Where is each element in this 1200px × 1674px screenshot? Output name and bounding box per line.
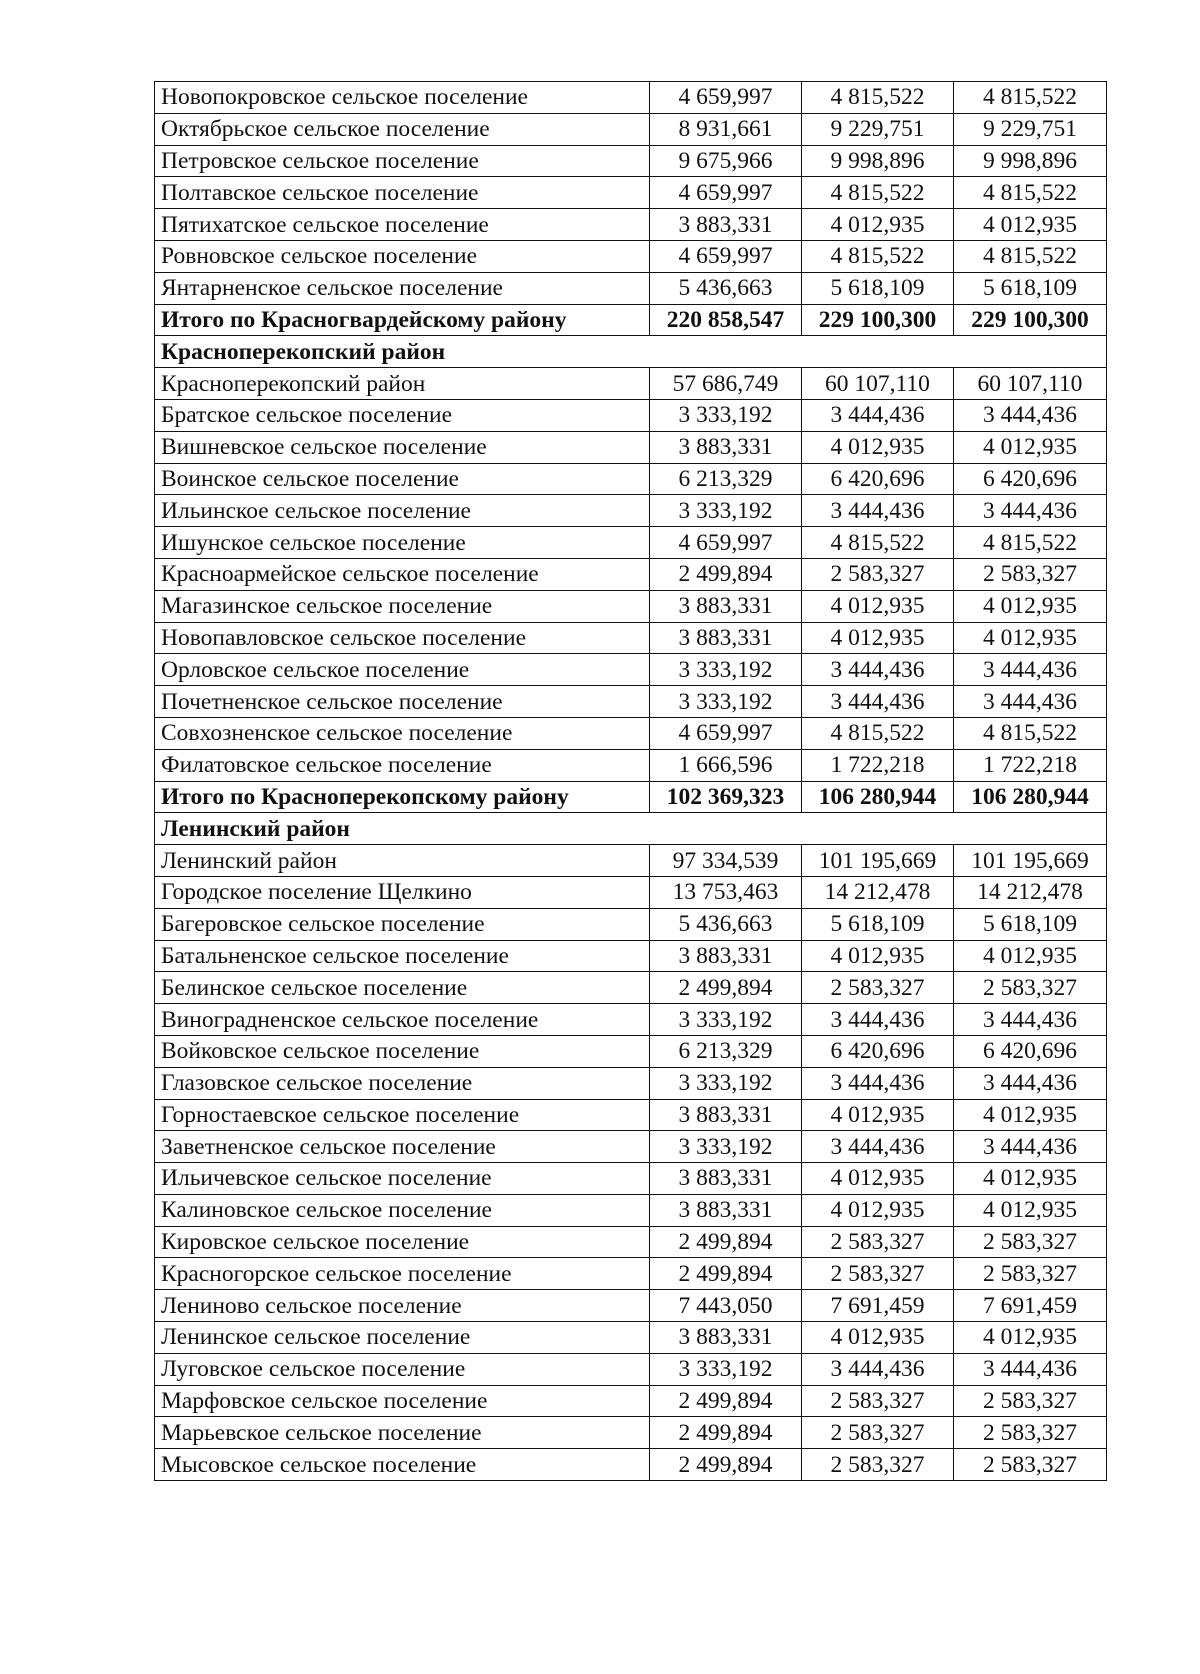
table-row	[155, 717, 1107, 749]
budget-table-body	[155, 82, 1107, 1481]
value-cell-2: 6 420,696	[802, 463, 954, 495]
value-cell-2: 4 012,935	[802, 1322, 954, 1354]
table-row	[155, 368, 1107, 400]
value-cell-3: 4 012,935	[954, 1099, 1107, 1131]
value-cell-2: 7 691,459	[802, 1290, 954, 1322]
settlement-name-cell: Воинское сельское поселение	[155, 463, 650, 495]
total-row	[155, 304, 1107, 336]
settlement-name-cell: Мысовское сельское поселение	[155, 1449, 650, 1481]
value-cell-3: 6 420,696	[954, 1035, 1107, 1067]
table-row	[155, 845, 1107, 877]
table-row	[155, 1163, 1107, 1195]
settlement-name-cell: Городское поселение Щелкино	[155, 876, 650, 908]
value-cell-1: 3 333,192	[650, 686, 802, 718]
value-cell-3: 4 815,522	[954, 82, 1107, 114]
table-row	[155, 908, 1107, 940]
value-cell-1: 4 659,997	[650, 240, 802, 272]
settlement-name-cell: Орловское сельское поселение	[155, 654, 650, 686]
settlement-name-cell: Ильинское сельское поселение	[155, 495, 650, 527]
value-cell-1: 7 443,050	[650, 1290, 802, 1322]
value-cell-3: 9 229,751	[954, 113, 1107, 145]
settlement-name-cell: Почетненское сельское поселение	[155, 686, 650, 718]
settlement-name-cell: Войковское сельское поселение	[155, 1035, 650, 1067]
value-cell-1: 102 369,323	[650, 781, 802, 813]
value-cell-3: 9 998,896	[954, 145, 1107, 177]
budget-table	[154, 81, 1107, 1481]
table-row	[155, 1258, 1107, 1290]
table-row	[155, 1194, 1107, 1226]
settlement-name-cell: Петровское сельское поселение	[155, 145, 650, 177]
table-row	[155, 686, 1107, 718]
table-row	[155, 749, 1107, 781]
table-row	[155, 463, 1107, 495]
value-cell-1: 3 883,331	[650, 622, 802, 654]
value-cell-3: 4 815,522	[954, 177, 1107, 209]
value-cell-3: 3 444,436	[954, 1353, 1107, 1385]
value-cell-3: 7 691,459	[954, 1290, 1107, 1322]
value-cell-2: 4 012,935	[802, 209, 954, 241]
value-cell-2: 2 583,327	[802, 1226, 954, 1258]
value-cell-2: 3 444,436	[802, 686, 954, 718]
value-cell-3: 4 012,935	[954, 940, 1107, 972]
settlement-name-cell: Батальненское сельское поселение	[155, 940, 650, 972]
settlement-name-cell: Совхозненское сельское поселение	[155, 717, 650, 749]
value-cell-2: 4 012,935	[802, 431, 954, 463]
table-row	[155, 1449, 1107, 1481]
value-cell-3: 3 444,436	[954, 495, 1107, 527]
value-cell-3: 5 618,109	[954, 272, 1107, 304]
value-cell-3: 3 444,436	[954, 1004, 1107, 1036]
settlement-name-cell: Горностаевское сельское поселение	[155, 1099, 650, 1131]
settlement-name-cell: Пятихатское сельское поселение	[155, 209, 650, 241]
value-cell-1: 3 883,331	[650, 209, 802, 241]
value-cell-2: 2 583,327	[802, 558, 954, 590]
settlement-name-cell: Ленинский район	[155, 845, 650, 877]
section-title: Ленинский район	[155, 813, 1107, 845]
value-cell-3: 1 722,218	[954, 749, 1107, 781]
value-cell-1: 6 213,329	[650, 463, 802, 495]
value-cell-3: 106 280,944	[954, 781, 1107, 813]
value-cell-1: 5 436,663	[650, 272, 802, 304]
value-cell-2: 106 280,944	[802, 781, 954, 813]
settlement-name-cell: Калиновское сельское поселение	[155, 1194, 650, 1226]
table-row	[155, 145, 1107, 177]
value-cell-3: 2 583,327	[954, 1417, 1107, 1449]
value-cell-2: 2 583,327	[802, 1449, 954, 1481]
value-cell-2: 2 583,327	[802, 1385, 954, 1417]
value-cell-3: 4 012,935	[954, 590, 1107, 622]
value-cell-3: 2 583,327	[954, 558, 1107, 590]
value-cell-2: 4 012,935	[802, 940, 954, 972]
table-row	[155, 940, 1107, 972]
value-cell-1: 220 858,547	[650, 304, 802, 336]
settlement-name-cell: Красногорское сельское поселение	[155, 1258, 650, 1290]
settlement-name-cell: Заветненское сельское поселение	[155, 1131, 650, 1163]
table-row	[155, 1099, 1107, 1131]
table-row	[155, 527, 1107, 559]
table-row	[155, 1322, 1107, 1354]
table-row	[155, 272, 1107, 304]
table-row	[155, 209, 1107, 241]
value-cell-3: 4 012,935	[954, 1194, 1107, 1226]
value-cell-3: 229 100,300	[954, 304, 1107, 336]
table-row	[155, 82, 1107, 114]
value-cell-2: 9 229,751	[802, 113, 954, 145]
value-cell-1: 3 333,192	[650, 495, 802, 527]
total-row	[155, 781, 1107, 813]
settlement-name-cell: Марьевское сельское поселение	[155, 1417, 650, 1449]
settlement-name-cell: Красноармейское сельское поселение	[155, 558, 650, 590]
value-cell-2: 9 998,896	[802, 145, 954, 177]
settlement-name-cell: Янтарненское сельское поселение	[155, 272, 650, 304]
value-cell-2: 5 618,109	[802, 272, 954, 304]
value-cell-3: 4 012,935	[954, 209, 1107, 241]
value-cell-1: 4 659,997	[650, 82, 802, 114]
value-cell-2: 4 012,935	[802, 1099, 954, 1131]
section-header-row	[155, 336, 1107, 368]
settlement-name-cell: Ровновское сельское поселение	[155, 240, 650, 272]
value-cell-1: 2 499,894	[650, 1258, 802, 1290]
value-cell-1: 3 333,192	[650, 399, 802, 431]
table-row	[155, 558, 1107, 590]
value-cell-3: 6 420,696	[954, 463, 1107, 495]
settlement-name-cell: Лениново сельское поселение	[155, 1290, 650, 1322]
settlement-name-cell: Итого по Красногвардейскому району	[155, 304, 650, 336]
settlement-name-cell: Братское сельское поселение	[155, 399, 650, 431]
table-row	[155, 654, 1107, 686]
section-title: Красноперекопский район	[155, 336, 1107, 368]
value-cell-1: 3 883,331	[650, 940, 802, 972]
value-cell-2: 5 618,109	[802, 908, 954, 940]
value-cell-2: 3 444,436	[802, 654, 954, 686]
table-row	[155, 399, 1107, 431]
value-cell-1: 6 213,329	[650, 1035, 802, 1067]
value-cell-3: 4 815,522	[954, 717, 1107, 749]
value-cell-1: 3 883,331	[650, 590, 802, 622]
value-cell-2: 1 722,218	[802, 749, 954, 781]
value-cell-1: 4 659,997	[650, 717, 802, 749]
value-cell-1: 97 334,539	[650, 845, 802, 877]
value-cell-1: 3 883,331	[650, 431, 802, 463]
value-cell-3: 4 012,935	[954, 622, 1107, 654]
value-cell-3: 60 107,110	[954, 368, 1107, 400]
settlement-name-cell: Багеровское сельское поселение	[155, 908, 650, 940]
settlement-name-cell: Белинское сельское поселение	[155, 972, 650, 1004]
value-cell-2: 4 012,935	[802, 1163, 954, 1195]
value-cell-3: 2 583,327	[954, 972, 1107, 1004]
table-row	[155, 1290, 1107, 1322]
settlement-name-cell: Вишневское сельское поселение	[155, 431, 650, 463]
value-cell-3: 3 444,436	[954, 1131, 1107, 1163]
value-cell-1: 3 333,192	[650, 1067, 802, 1099]
value-cell-2: 4 012,935	[802, 590, 954, 622]
value-cell-3: 3 444,436	[954, 399, 1107, 431]
value-cell-3: 4 012,935	[954, 1163, 1107, 1195]
table-row	[155, 1385, 1107, 1417]
value-cell-3: 101 195,669	[954, 845, 1107, 877]
value-cell-2: 4 815,522	[802, 717, 954, 749]
table-row	[155, 1035, 1107, 1067]
value-cell-2: 60 107,110	[802, 368, 954, 400]
value-cell-3: 14 212,478	[954, 876, 1107, 908]
table-row	[155, 876, 1107, 908]
value-cell-2: 14 212,478	[802, 876, 954, 908]
value-cell-1: 3 333,192	[650, 1353, 802, 1385]
settlement-name-cell: Ишунское сельское поселение	[155, 527, 650, 559]
settlement-name-cell: Виноградненское сельское поселение	[155, 1004, 650, 1036]
settlement-name-cell: Октябрьское сельское поселение	[155, 113, 650, 145]
value-cell-1: 2 499,894	[650, 558, 802, 590]
value-cell-1: 9 675,966	[650, 145, 802, 177]
value-cell-2: 101 195,669	[802, 845, 954, 877]
settlement-name-cell: Кировское сельское поселение	[155, 1226, 650, 1258]
table-row	[155, 1067, 1107, 1099]
value-cell-3: 4 012,935	[954, 431, 1107, 463]
value-cell-1: 3 333,192	[650, 1004, 802, 1036]
settlement-name-cell: Филатовское сельское поселение	[155, 749, 650, 781]
value-cell-1: 3 883,331	[650, 1322, 802, 1354]
value-cell-2: 3 444,436	[802, 399, 954, 431]
value-cell-1: 2 499,894	[650, 1226, 802, 1258]
table-row	[155, 240, 1107, 272]
value-cell-1: 2 499,894	[650, 972, 802, 1004]
value-cell-1: 4 659,997	[650, 177, 802, 209]
section-header-row	[155, 813, 1107, 845]
value-cell-1: 3 883,331	[650, 1163, 802, 1195]
value-cell-1: 13 753,463	[650, 876, 802, 908]
value-cell-2: 2 583,327	[802, 1417, 954, 1449]
settlement-name-cell: Новопокровское сельское поселение	[155, 82, 650, 114]
settlement-name-cell: Новопавловское сельское поселение	[155, 622, 650, 654]
value-cell-1: 3 333,192	[650, 654, 802, 686]
value-cell-2: 3 444,436	[802, 1131, 954, 1163]
settlement-name-cell: Итого по Красноперекопскому району	[155, 781, 650, 813]
table-row	[155, 590, 1107, 622]
value-cell-2: 4 815,522	[802, 527, 954, 559]
value-cell-3: 3 444,436	[954, 686, 1107, 718]
settlement-name-cell: Луговское сельское поселение	[155, 1353, 650, 1385]
value-cell-2: 4 815,522	[802, 240, 954, 272]
value-cell-3: 3 444,436	[954, 1067, 1107, 1099]
value-cell-2: 6 420,696	[802, 1035, 954, 1067]
value-cell-2: 2 583,327	[802, 1258, 954, 1290]
value-cell-1: 3 883,331	[650, 1194, 802, 1226]
value-cell-3: 2 583,327	[954, 1449, 1107, 1481]
value-cell-3: 2 583,327	[954, 1258, 1107, 1290]
value-cell-1: 4 659,997	[650, 527, 802, 559]
value-cell-2: 3 444,436	[802, 1067, 954, 1099]
settlement-name-cell: Ильичевское сельское поселение	[155, 1163, 650, 1195]
table-row	[155, 622, 1107, 654]
value-cell-1: 1 666,596	[650, 749, 802, 781]
table-row	[155, 431, 1107, 463]
table-row	[155, 1131, 1107, 1163]
table-row	[155, 1004, 1107, 1036]
value-cell-2: 4 012,935	[802, 622, 954, 654]
table-row	[155, 177, 1107, 209]
value-cell-2: 3 444,436	[802, 495, 954, 527]
value-cell-1: 2 499,894	[650, 1417, 802, 1449]
value-cell-2: 3 444,436	[802, 1004, 954, 1036]
value-cell-1: 3 333,192	[650, 1131, 802, 1163]
value-cell-3: 4 012,935	[954, 1322, 1107, 1354]
settlement-name-cell: Марфовское сельское поселение	[155, 1385, 650, 1417]
table-row	[155, 1353, 1107, 1385]
value-cell-2: 3 444,436	[802, 1353, 954, 1385]
table-row	[155, 1417, 1107, 1449]
value-cell-2: 4 815,522	[802, 82, 954, 114]
value-cell-3: 2 583,327	[954, 1226, 1107, 1258]
value-cell-2: 4 012,935	[802, 1194, 954, 1226]
value-cell-1: 57 686,749	[650, 368, 802, 400]
settlement-name-cell: Полтавское сельское поселение	[155, 177, 650, 209]
table-row	[155, 495, 1107, 527]
table-row	[155, 1226, 1107, 1258]
value-cell-3: 3 444,436	[954, 654, 1107, 686]
value-cell-1: 2 499,894	[650, 1449, 802, 1481]
value-cell-3: 2 583,327	[954, 1385, 1107, 1417]
settlement-name-cell: Магазинское сельское поселение	[155, 590, 650, 622]
value-cell-3: 4 815,522	[954, 527, 1107, 559]
value-cell-1: 8 931,661	[650, 113, 802, 145]
table-row	[155, 113, 1107, 145]
value-cell-2: 4 815,522	[802, 177, 954, 209]
value-cell-1: 3 883,331	[650, 1099, 802, 1131]
table-row	[155, 972, 1107, 1004]
settlement-name-cell: Красноперекопский район	[155, 368, 650, 400]
value-cell-3: 4 815,522	[954, 240, 1107, 272]
value-cell-1: 2 499,894	[650, 1385, 802, 1417]
value-cell-2: 229 100,300	[802, 304, 954, 336]
value-cell-3: 5 618,109	[954, 908, 1107, 940]
settlement-name-cell: Ленинское сельское поселение	[155, 1322, 650, 1354]
value-cell-1: 5 436,663	[650, 908, 802, 940]
settlement-name-cell: Глазовское сельское поселение	[155, 1067, 650, 1099]
value-cell-2: 2 583,327	[802, 972, 954, 1004]
